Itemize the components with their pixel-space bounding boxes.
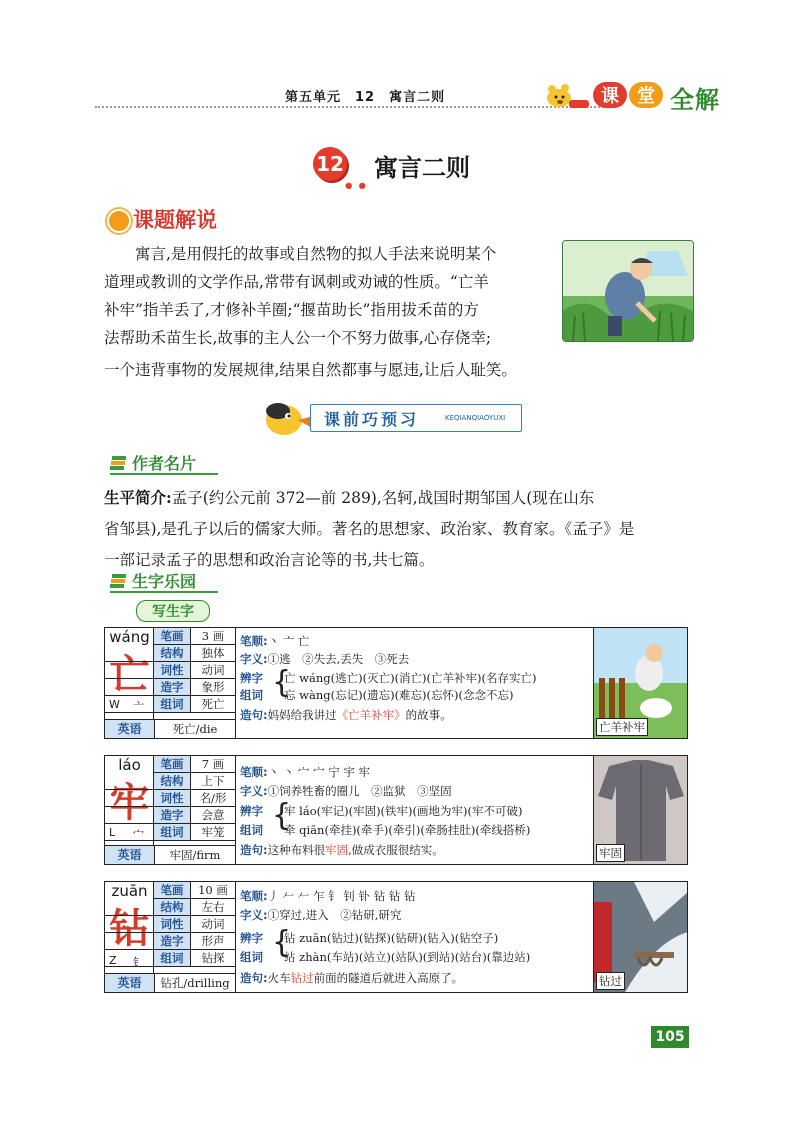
brand-char-2: 堂 bbox=[629, 82, 663, 108]
english-value: 死亡/die bbox=[172, 722, 218, 736]
attr-value: 左右 bbox=[201, 900, 225, 914]
detail-key: 字义: bbox=[240, 652, 268, 666]
attr-key: 结构 bbox=[154, 645, 191, 661]
radical-letter: W bbox=[109, 698, 120, 711]
attr-key: 词性 bbox=[154, 790, 191, 806]
char-picture bbox=[593, 628, 687, 738]
distinguish-line: 亡 wáng(逃亡)(灭亡)(消亡)(亡羊补牢)(名存实亡) bbox=[284, 671, 537, 685]
picture-caption: 钻过 bbox=[596, 972, 625, 990]
intro-line-last: 一个违背事物的发展规律,结果自然都事与愿违,让后人耻笑。 bbox=[104, 361, 517, 379]
attr-value: 象形 bbox=[201, 680, 225, 694]
attr-key: 英语 bbox=[105, 974, 155, 992]
detail-key: 组词 bbox=[240, 823, 263, 837]
char-meaning: ①穿过,进入 ②钻研,研究 bbox=[267, 908, 402, 922]
char-pinyin: wáng bbox=[109, 628, 150, 646]
distinguish-line: 牢 láo(牢记)(牢固)(铁牢)(画地为牢)(牢不可破) bbox=[284, 804, 523, 818]
attr-key: 笔画 bbox=[154, 756, 191, 772]
intro-line: 补牢”指羊丢了,才修补羊圈;“揠苗助长”指用拔禾苗的方 bbox=[104, 301, 479, 319]
attr-key: 词性 bbox=[154, 662, 191, 678]
char-details bbox=[235, 628, 596, 738]
radical-glyph: 钅 bbox=[133, 956, 144, 969]
attr-key: 组词 bbox=[154, 950, 191, 966]
intro-paragraph bbox=[104, 240, 554, 352]
char-card-wang bbox=[104, 627, 688, 739]
attr-value: 动词 bbox=[201, 663, 225, 677]
char-picture bbox=[593, 756, 687, 864]
sentence-text: 妈妈给我讲过 bbox=[267, 708, 337, 722]
author-bio-text: 孟子(约公元前 372—前 289),名轲,战国时期邹国人(现在山东 bbox=[171, 489, 595, 507]
stripes-icon bbox=[110, 455, 126, 471]
farmer-illustration bbox=[562, 240, 694, 342]
detail-key: 造句: bbox=[240, 971, 268, 985]
intro-line: 道理或教训的文学作品,常带有讽刺或劝诫的性质。“亡羊 bbox=[104, 273, 489, 291]
char-meaning: ①饲养牲畜的圈儿 ②监狱 ③坚固 bbox=[267, 784, 452, 798]
distinguish-line: 钻 zuān(钻过)(钻探)(钻研)(钻入)(钻空子) bbox=[284, 931, 499, 945]
brand-text: 全解 bbox=[670, 86, 720, 114]
attr-key: 组词 bbox=[154, 824, 191, 840]
header-divider bbox=[95, 106, 615, 108]
sentence-text: ,做成衣服很结实。 bbox=[348, 843, 444, 857]
attr-key: 英语 bbox=[105, 720, 155, 738]
radical-glyph: 亠 bbox=[133, 700, 144, 713]
author-bio bbox=[104, 482, 694, 576]
sentence-text: 火车 bbox=[267, 971, 291, 985]
english-row bbox=[105, 973, 235, 992]
detail-key: 笔顺: bbox=[240, 889, 268, 903]
picture-caption: 亡羊补牢 bbox=[596, 718, 648, 736]
english-row bbox=[105, 845, 235, 864]
attr-value: 会意 bbox=[201, 808, 225, 822]
attr-key: 笔画 bbox=[154, 882, 191, 898]
detail-key: 辨字 bbox=[240, 931, 263, 945]
decorative-dots: •• bbox=[343, 176, 371, 197]
char-details bbox=[235, 756, 596, 864]
write-chars-tag: 写生字 bbox=[136, 600, 210, 622]
attr-key: 结构 bbox=[154, 899, 191, 915]
detail-key: 辨字 bbox=[240, 804, 263, 818]
attr-value: 死亡 bbox=[201, 697, 225, 711]
sentence-text: 前面的隧道后就进入高原了。 bbox=[313, 971, 464, 985]
author-bio-line-3: 一部记录孟子的思想和政治言论等的书,共七篇。 bbox=[104, 551, 435, 569]
radical-letter: L bbox=[109, 826, 116, 839]
attr-value: 10 画 bbox=[198, 883, 228, 897]
author-bio-line-2: 省邹县),是孔子以后的儒家大师。著名的思想家、政治家、教育家。《孟子》是 bbox=[104, 520, 635, 538]
preview-pinyin: KEQIANQIAOYUXI bbox=[445, 414, 506, 422]
orange-icon bbox=[107, 209, 131, 233]
sentence-text: 的故事。 bbox=[405, 708, 452, 722]
chars-heading bbox=[110, 569, 218, 593]
brace: { bbox=[272, 665, 292, 700]
stripes-icon bbox=[110, 573, 126, 589]
detail-key: 笔顺: bbox=[240, 634, 268, 648]
duck-mascot-icon bbox=[262, 398, 314, 438]
brace: { bbox=[272, 925, 292, 960]
char-card-zuan bbox=[104, 881, 688, 993]
distinguish-line: 牵 qiān(牵挂)(牵手)(牵引)(牵肠挂肚)(牵线搭桥) bbox=[284, 823, 531, 837]
stroke-order: 丿 𠂉 𠂉 乍 钅 钊 钋 钻 钻 钻 bbox=[267, 889, 416, 903]
english-value: 钻孔/drilling bbox=[160, 976, 230, 990]
preview-banner bbox=[262, 398, 542, 438]
page-number: 105 bbox=[651, 1026, 689, 1048]
attr-key: 笔画 bbox=[154, 628, 191, 644]
attr-key: 英语 bbox=[105, 846, 155, 864]
attr-value: 上下 bbox=[201, 774, 225, 788]
char-picture bbox=[593, 882, 687, 992]
author-heading bbox=[110, 451, 218, 475]
char-pinyin: láo bbox=[118, 756, 141, 774]
attr-value: 牢笼 bbox=[201, 825, 225, 839]
detail-key: 组词 bbox=[240, 688, 263, 702]
chars-heading-text: 生字乐园 bbox=[132, 572, 197, 591]
brand-logo bbox=[545, 78, 720, 112]
attr-value: 独体 bbox=[201, 646, 225, 660]
attr-value: 7 画 bbox=[201, 757, 225, 771]
radical-glyph: 宀 bbox=[133, 828, 144, 841]
attr-value: 3 画 bbox=[201, 629, 225, 643]
attr-value: 名/形 bbox=[199, 791, 227, 805]
attr-key: 造字 bbox=[154, 807, 191, 823]
lesson-title: 寓言二则 bbox=[374, 153, 470, 182]
author-bio-line-1 bbox=[104, 482, 694, 514]
author-heading-text: 作者名片 bbox=[132, 454, 197, 473]
radical-letter: Z bbox=[109, 954, 117, 967]
char-glyph: 钻 bbox=[109, 905, 150, 952]
detail-key: 组词 bbox=[240, 950, 263, 964]
attr-value: 钻探 bbox=[201, 951, 225, 965]
sentence-highlight: 牢固 bbox=[325, 843, 349, 857]
english-row bbox=[105, 719, 235, 738]
char-glyph: 亡 bbox=[109, 651, 150, 698]
brand-char-1: 课 bbox=[593, 82, 627, 108]
detail-key: 辨字 bbox=[240, 671, 263, 685]
attr-key: 造字 bbox=[154, 933, 191, 949]
brace: { bbox=[272, 798, 292, 833]
intro-line: 寓言,是用假托的故事或自然物的拟人手法来说明某个 bbox=[135, 245, 497, 263]
author-bio-label: 生平简介: bbox=[104, 488, 172, 507]
running-header: 第五单元 12 寓言二则 bbox=[285, 90, 446, 105]
char-card-lao bbox=[104, 755, 688, 865]
char-meaning: ①逃 ②失去,丢失 ③死去 bbox=[267, 652, 410, 666]
section-heading-intro: 课题解说 bbox=[133, 208, 217, 232]
char-glyph: 牢 bbox=[109, 779, 150, 826]
picture-caption: 牢固 bbox=[596, 844, 625, 862]
preview-label: 课前巧预习 bbox=[324, 410, 420, 429]
attr-key: 组词 bbox=[154, 696, 191, 712]
english-value: 牢固/firm bbox=[169, 848, 221, 862]
farmer-pulling-seedlings-image bbox=[563, 241, 693, 341]
attr-key: 造字 bbox=[154, 679, 191, 695]
char-pinyin: zuān bbox=[111, 882, 148, 900]
attr-value: 动词 bbox=[201, 917, 225, 931]
detail-key: 字义: bbox=[240, 784, 268, 798]
attr-key: 词性 bbox=[154, 916, 191, 932]
attr-key: 结构 bbox=[154, 773, 191, 789]
sentence-highlight: 钻过 bbox=[290, 971, 314, 985]
intro-line: 法帮助禾苗生长,故事的主人公一个不努力做事,心存侥幸; bbox=[104, 329, 492, 347]
distinguish-line: 站 zhàn(车站)(站立)(站队)(到站)(站台)(靠边站) bbox=[284, 950, 531, 964]
attr-value: 形声 bbox=[201, 934, 225, 948]
detail-key: 字义: bbox=[240, 908, 268, 922]
lesson-number-badge: 12 bbox=[313, 147, 347, 181]
distinguish-line: 忘 wàng(忘记)(遗忘)(难忘)(忘怀)(念念不忘) bbox=[284, 688, 514, 702]
stroke-order: 丶 亠 亡 bbox=[267, 634, 310, 648]
bear-mascot-icon bbox=[545, 80, 591, 110]
detail-key: 造句: bbox=[240, 708, 268, 722]
detail-key: 造句: bbox=[240, 843, 268, 857]
detail-key: 笔顺: bbox=[240, 765, 268, 779]
sentence-text: 这种布料很 bbox=[267, 843, 326, 857]
sentence-highlight: 《亡羊补牢》 bbox=[336, 708, 406, 722]
char-details bbox=[235, 882, 596, 992]
stroke-order: 丶 丶 宀 宀 宁 宇 牢 bbox=[267, 765, 371, 779]
